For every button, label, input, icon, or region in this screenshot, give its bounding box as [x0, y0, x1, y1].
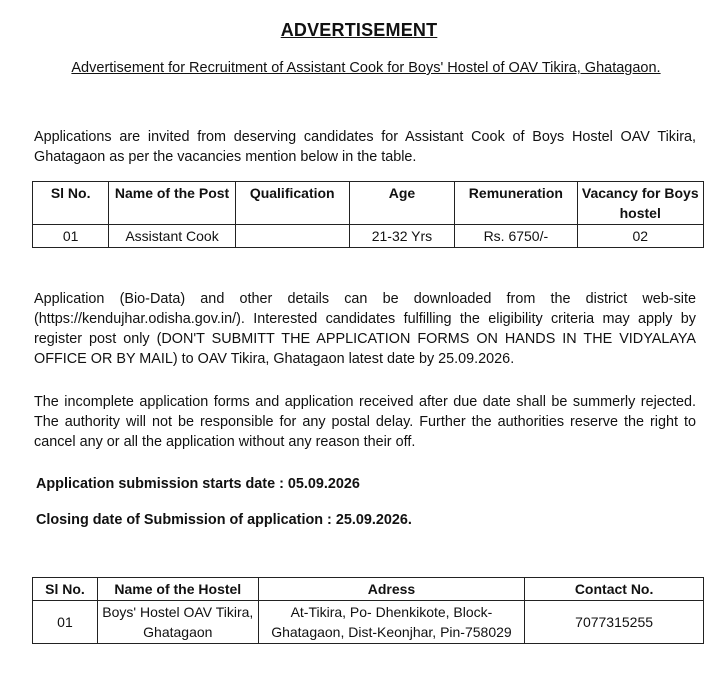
- table-cell: 01: [33, 601, 98, 644]
- column-header: Name of the Hostel: [97, 578, 258, 601]
- column-header: Sl No.: [33, 578, 98, 601]
- column-header: Vacancy for Boys hostel: [577, 182, 704, 225]
- document-title: ADVERTISEMENT: [280, 20, 438, 40]
- rejection-note-paragraph: The incomplete application forms and application received after due date shall be summerly rejected. The authority will not be responsible for any postal delay. Further the authorities reserve the right to cancel any or all the application without any reason their off.: [34, 394, 696, 450]
- column-header: Qualification: [235, 182, 349, 225]
- column-header: Remuneration: [455, 182, 577, 225]
- table-cell: 02: [577, 225, 704, 248]
- table-cell: 01: [33, 225, 109, 248]
- application-info-paragraph: Application (Bio-Data) and other details can be downloaded from the district web-site (https://kendujhar.odisha.gov.in/). Interested candidates fulfilling the eligibility criteria may apply by register post only (DON'T SUBMITT THE APPLICATION FORMS ON HANDS IN THE VIDYALAYA OFFICE OR BY MAIL) to OAV Tikira, Ghatagaon latest date by 25.09.2026.: [34, 291, 696, 367]
- table-cell: 21-32 Yrs: [349, 225, 455, 248]
- submission-start-date: Application submission starts date : 05.09.2026: [36, 476, 360, 492]
- intro-paragraph: Applications are invited from deserving candidates for Assistant Cook of Boys Hostel OAV Tikira, Ghatagaon as per the vacancies mention below in the table.: [34, 129, 696, 165]
- table-header-row: [33, 578, 704, 601]
- column-header: Sl No.: [33, 182, 109, 225]
- table-cell: Boys' Hostel OAV Tikira, Ghatagaon: [97, 601, 258, 644]
- table-cell: Rs. 6750/-: [455, 225, 577, 248]
- table-row: [33, 225, 704, 248]
- table-cell: At-Tikira, Po- Dhenkikote, Block-Ghatagaon, Dist-Keonjhar, Pin-758029: [258, 601, 525, 644]
- column-header: Name of the Post: [109, 182, 235, 225]
- table-cell: Assistant Cook: [109, 225, 235, 248]
- table-cell: [235, 225, 349, 248]
- document-subtitle: Advertisement for Recruitment of Assistant Cook for Boys' Hostel of OAV Tikira, Ghatagaon.: [71, 60, 661, 76]
- table-cell: 7077315255: [525, 601, 704, 644]
- column-header: Contact No.: [525, 578, 704, 601]
- vacancy-table: [32, 181, 704, 248]
- table-row: [33, 601, 704, 644]
- column-header: Age: [349, 182, 455, 225]
- closing-date: Closing date of Submission of application : 25.09.2026.: [36, 512, 412, 528]
- column-header: Adress: [258, 578, 525, 601]
- hostel-table: [32, 577, 704, 644]
- table-header-row: [33, 182, 704, 225]
